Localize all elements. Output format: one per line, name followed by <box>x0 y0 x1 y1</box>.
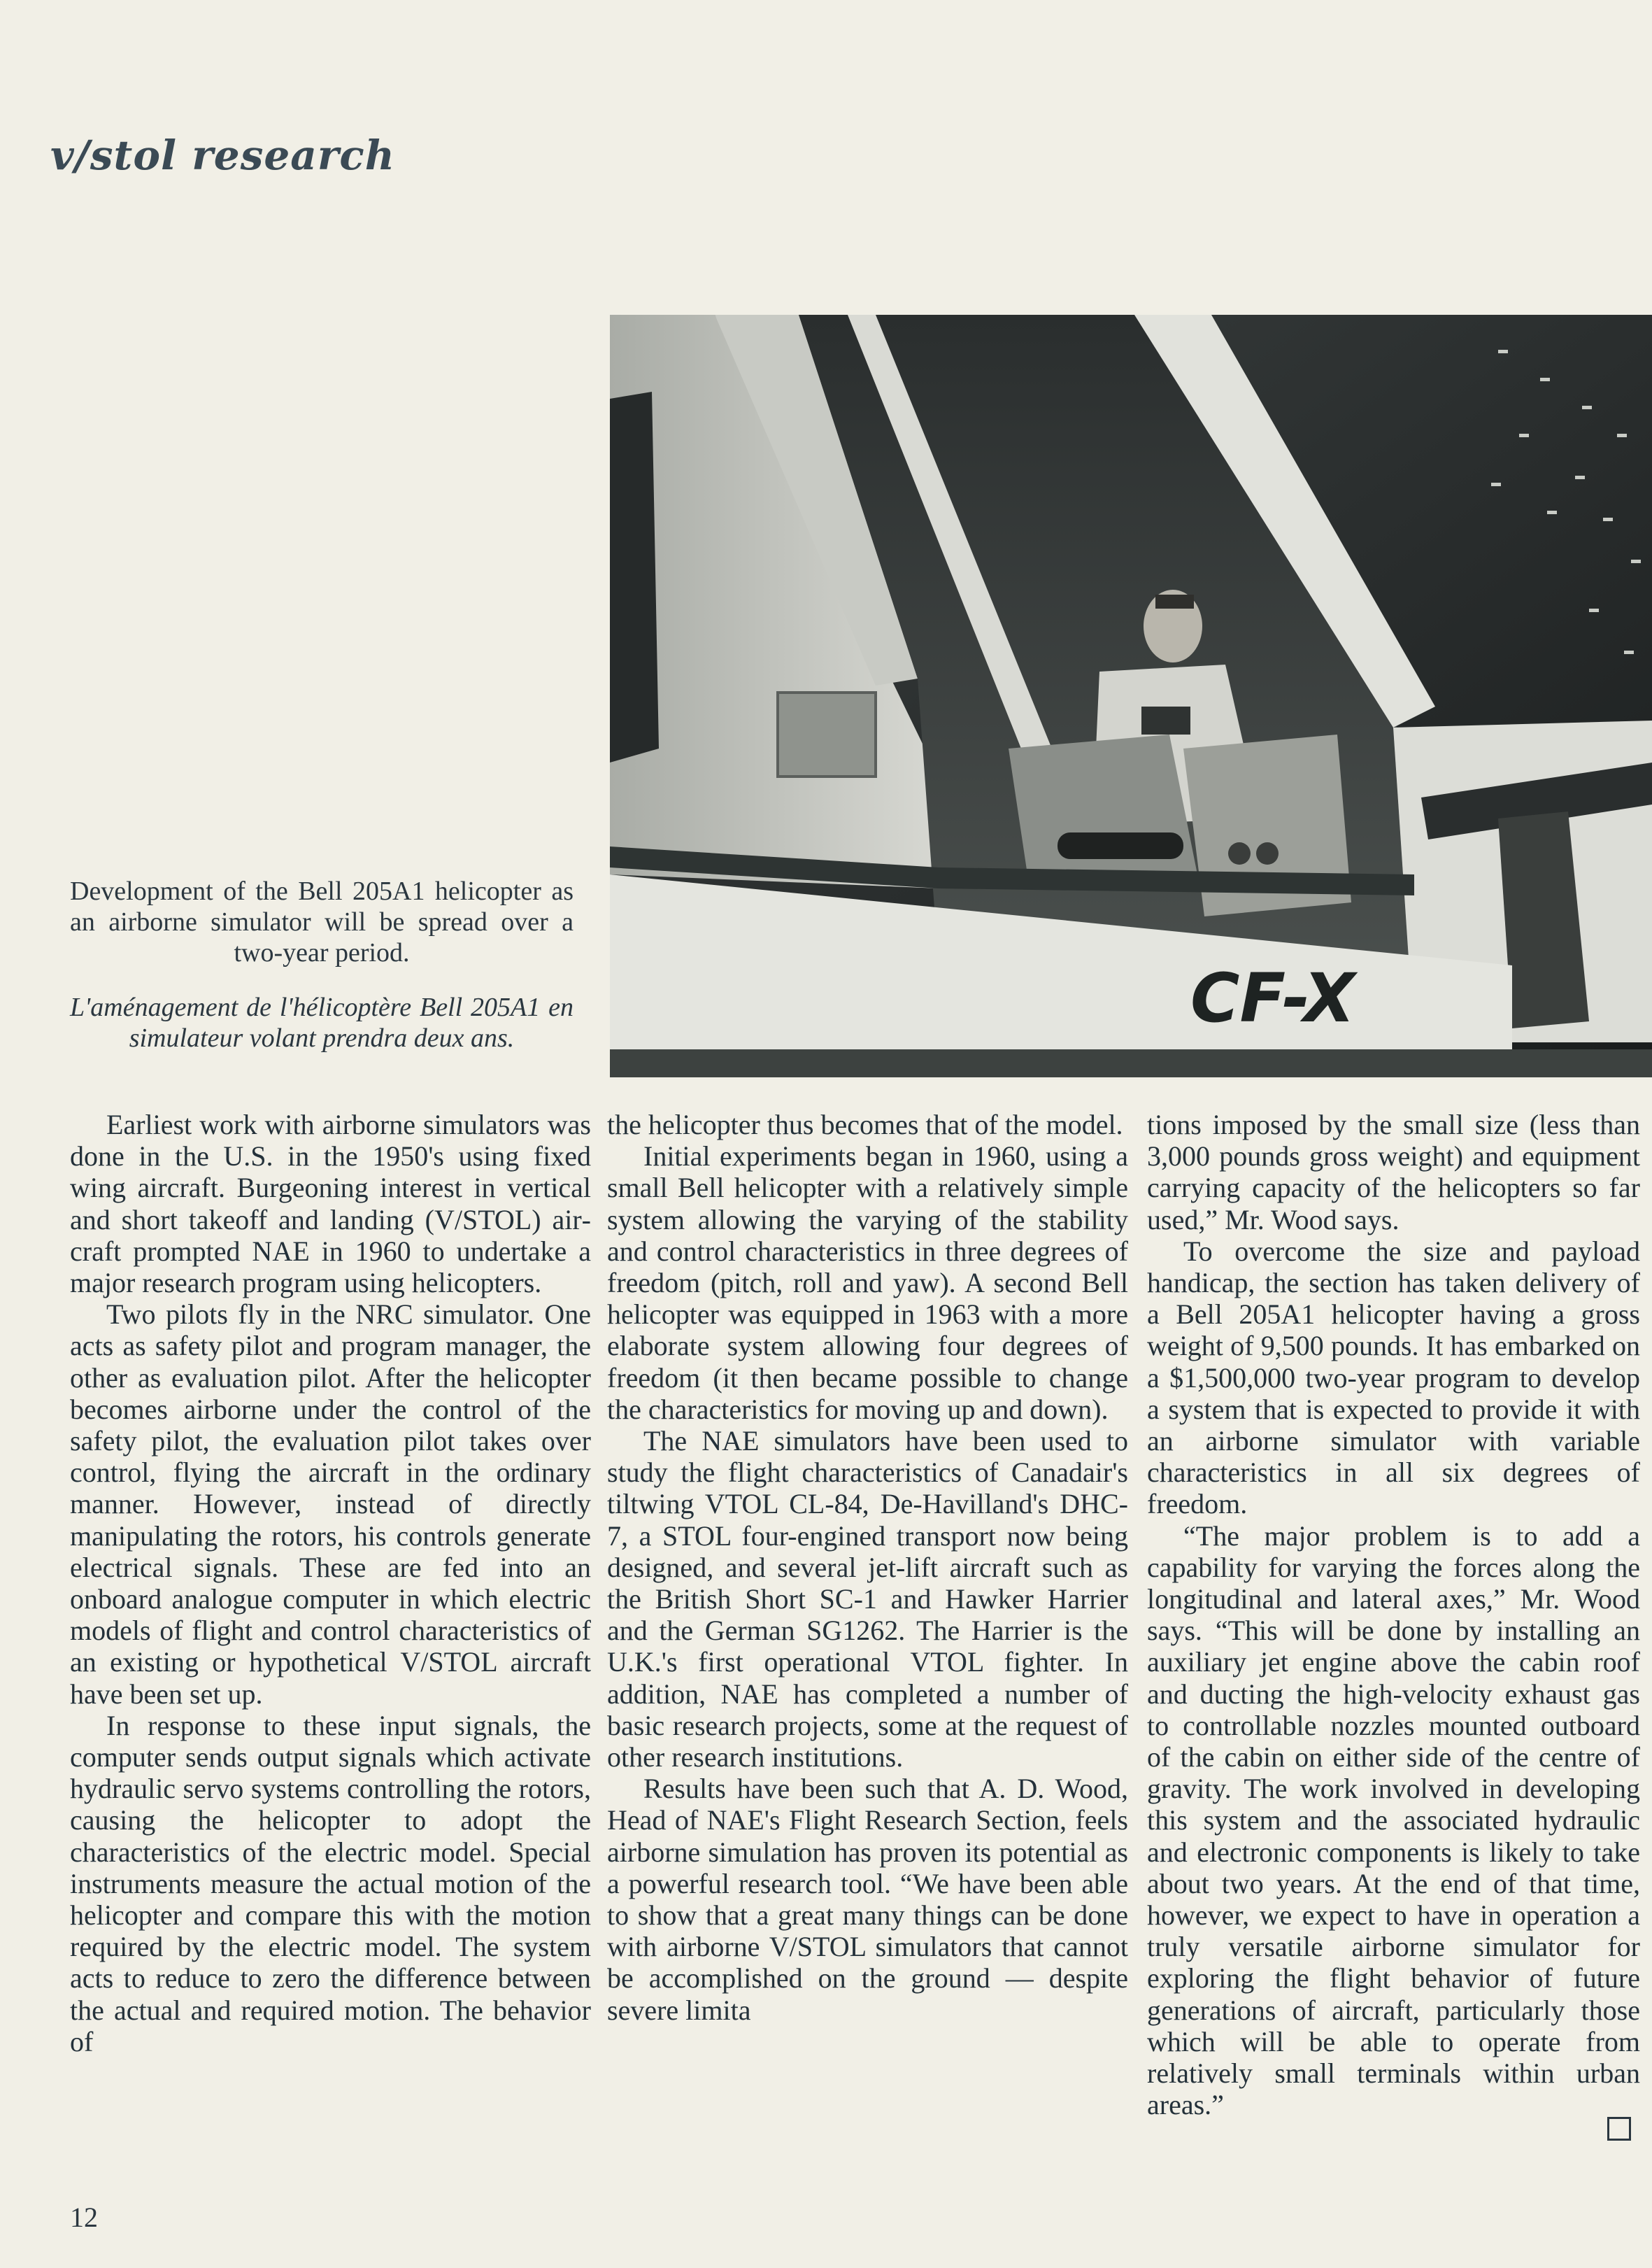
paragraph: tions imposed by the small size (less than 3,000 pounds gross weight) and equipment carrying capacity of the helicopters so far used,” Mr. Wood says. <box>1147 1109 1640 1235</box>
end-of-article-icon <box>1607 2117 1631 2141</box>
article-column-1 <box>70 1109 591 2151</box>
article-column-2 <box>607 1109 1128 2151</box>
page-number: 12 <box>70 2202 98 2233</box>
helicopter-photo <box>610 315 1652 1077</box>
section-title: v/stol research <box>50 132 395 179</box>
paragraph: Two pilots fly in the NRC simulator. One acts as safety pilot and program manager, the other as evaluation pilot. After the helicopter becomes airborne under the control of the safety pilot, the evaluation pilot takes over control, flying the aircraft in the ordinary manner. However, instead of directly manipulating the rotors, his controls generate electrical signals. These are fed into an onboard analogue computer in which electric models of flight and control characteristics of an existing or hypothetical V/STOL aircraft have been set up. <box>70 1298 591 1710</box>
paragraph: Results have been such that A. D. Wood, Head of NAE's Flight Research Section, feels airborne simulation has proven its potential as a powerful research tool. “We have been able to show that a great many things can be done with airborne V/STOL simulators that cannot be accomplished on the ground — despite severe limita <box>607 1773 1128 2026</box>
paragraph: Earliest work with airborne simulators was done in the U.S. in the 1950's using fixed wing aircraft. Burgeoning interest in vertical and short takeoff and landing (V/STOL) aircraft prompted NAE in 1960 to undertake a major research program using helicopters. <box>70 1109 591 1299</box>
registration-marking: CF-X <box>1190 959 1355 1037</box>
paragraph: the helicopter thus becomes that of the model. <box>607 1109 1123 1140</box>
paragraph: In response to these input signals, the computer sends output signals which activate hydraulic servo systems controlling the rotors, causing the helicopter to adopt the characteristics of the electric model. Special instruments measure the actual motion of the helicopter and compare this with the motion required by the electric model. The system acts to reduce to zero the difference between the actual and required motion. The behavior of <box>70 1709 591 2057</box>
article-column-3 <box>1147 1109 1640 2151</box>
paragraph: “The major problem is to add a capability for varying the forces along the longitudinal and lateral axes,” Mr. Wood says. “This will be done by installing an auxiliary jet engine above the cabin roof and ducting the high-velocity exhaust gas to controllable nozzles mounted outboard of the cabin on either side of the centre of gravity. The work involved in developing this system and the associated hydraulic and electronic components is likely to take about two years. At the end of that time, however, we expect to have in operation a truly versatile airborne simulator for exploring the flight behavior of future generations of aircraft, particularly those which will be able to operate from relatively small terminals within urban areas.” <box>1147 1519 1640 2121</box>
paragraph: Initial experiments began in 1960, using a small Bell helicopter with a relatively simple system allowing the varying of the stability and control characteristics in three degrees of freedom (pitch, roll and yaw). A second Bell helicopter was equipped in 1963 with a more elaborate system allowing four degrees of freedom (it then became possible to change the characteristics for moving up and down). <box>607 1140 1128 1425</box>
photo-caption-english: Development of the Bell 205A1 helicopter as an airborne simulator will be spread over a two-year period. <box>70 877 574 968</box>
photo-caption-french: L'aménagement de l'hélicoptère Bell 205A1 en simulateur volant prendra deux ans. <box>70 993 574 1053</box>
paragraph: To overcome the size and payload handicap, the section has taken delivery of a Bell 205A1 helicopter having a gross weight of 9,500 pounds. It has embarked on a $1,500,000 two-year program to develop a system that is expected to provide it with an airborne simulator with variable characteristics in all six degrees of freedom. <box>1147 1235 1640 1520</box>
paragraph: The NAE simulators have been used to study the flight characteristics of Canadair's tiltwing VTOL CL-84, De-Havilland's DHC-7, a STOL four-engined transport now being designed, and several jet-lift aircraft such as the British Short SC-1 and Hawker Harrier and the German SG1262. The Harrier is the U.K.'s first operational VTOL fighter. In addition, NAE has completed a number of basic research projects, some at the request of other research institutions. <box>607 1425 1128 1773</box>
bleed-through-heading <box>84 14 1652 77</box>
